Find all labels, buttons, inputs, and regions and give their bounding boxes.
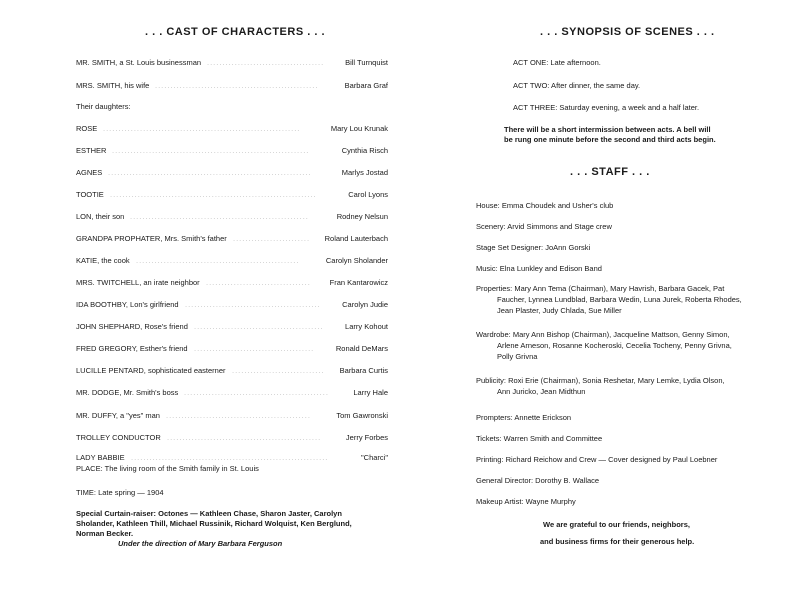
cast-row: [76, 211, 388, 223]
cast-row: [76, 167, 388, 179]
cast-role: KATIE, the cook: [76, 256, 130, 265]
direction-credit: Under the direction of Mary Barbara Ferguson: [118, 539, 283, 548]
cast-role: ROSE: [76, 124, 98, 133]
staff-entry: Prompters: Annette Erickson: [476, 413, 572, 422]
cast-row: [76, 321, 388, 333]
leader-dots: ..................................: [206, 278, 311, 287]
staff-entry: Wardrobe: Mary Ann Bishop (Chairman), Jacqueline Mattson, Genny Simon,: [476, 330, 730, 339]
leader-dots: ......................................: [207, 58, 325, 67]
synopsis-heading: . . . SYNOPSIS OF SCENES . . .: [540, 26, 715, 38]
leader-dots: ..................................................................: [108, 168, 312, 177]
cast-role: Their daughters:: [76, 102, 131, 111]
leader-dots: ..........................................: [194, 322, 324, 331]
cast-role: GRANDPA PROPHATER, Mrs. Smith's father: [76, 234, 227, 243]
cast-role: AGNES: [76, 168, 103, 177]
act-one: ACT ONE: Late afternoon.: [513, 58, 601, 67]
staff-entry-continued: Ann Juricko, Jean Midthun: [497, 387, 586, 396]
time-line: TIME: Late spring — 1904: [76, 488, 164, 497]
leader-dots: ...............................................: [184, 388, 329, 397]
leader-dots: ..............................: [232, 366, 325, 375]
cast-actor: Ronald DeMars: [335, 344, 388, 353]
staff-entry: Stage Set Designer: JoAnn Gorski: [476, 243, 591, 252]
cast-actor: Carolyn Judie: [342, 300, 388, 309]
thanks-line-1: We are grateful to our friends, neighbors,: [543, 520, 690, 529]
cast-actor: Barbara Graf: [344, 81, 388, 90]
special-line-2: Sholander, Kathleen Thill, Michael Russinik, Richard Wolquist, Ken Berglund,: [76, 519, 352, 528]
staff-heading: . . . STAFF . . .: [570, 166, 650, 178]
cast-row: [76, 432, 388, 444]
staff-entry-continued: Arlene Arneson, Rosanne Kocheroski, Cecelia Tocheny, Penny Grivna,: [497, 341, 732, 350]
cast-role: MR. DODGE, Mr. Smith's boss: [76, 388, 179, 397]
cast-actor: Tom Gawronski: [336, 411, 388, 420]
cast-row: [76, 410, 388, 422]
cast-row: [76, 145, 388, 157]
cast-row: [76, 233, 388, 245]
cast-role: TROLLEY CONDUCTOR: [76, 433, 161, 442]
leader-dots: ...................................................................: [110, 190, 317, 199]
cast-role: MRS. SMITH, his wife: [76, 81, 150, 90]
cast-row: [76, 299, 388, 311]
leader-dots: .....................................................: [136, 256, 300, 265]
cast-role: MRS. TWITCHELL, an irate neighbor: [76, 278, 200, 287]
cast-row: [76, 80, 388, 92]
cast-row: [76, 365, 388, 377]
leader-dots: .........................: [233, 234, 311, 243]
staff-entry-continued: Polly Grivna: [497, 352, 538, 361]
cast-actor: Barbara Curtis: [339, 366, 388, 375]
staff-entry: Printing: Richard Reichow and Crew — Cover designed by Paul Loebner: [476, 455, 718, 464]
staff-entry-continued: Faucher, Lynnea Lundblad, Barbara Wedin, Luna Jurek, Roberta Rhodes,: [497, 295, 742, 304]
staff-entry: Music: Elna Lunkley and Edison Band: [476, 264, 602, 273]
cast-actor: Rodney Nelsun: [336, 212, 388, 221]
leader-dots: ..........................................................: [130, 212, 309, 221]
staff-entry: Makeup Artist: Wayne Murphy: [476, 497, 576, 506]
cast-row: [76, 189, 388, 201]
leader-dots: .......................................: [194, 344, 315, 353]
cast-heading: . . . CAST OF CHARACTERS . . .: [145, 26, 326, 38]
leader-dots: ..................................................: [167, 433, 322, 442]
staff-entry: Scenery: Arvid Simmons and Stage crew: [476, 222, 612, 231]
cast-actor: Roland Lauterbach: [324, 234, 388, 243]
act-three: ACT THREE: Saturday evening, a week and a half later.: [513, 103, 700, 112]
synopsis-staff-page: [400, 0, 800, 598]
staff-entry: House: Emma Choudek and Usher's club: [476, 201, 614, 210]
cast-actor: Mary Lou Krunak: [330, 124, 388, 133]
staff-entry: Properties: Mary Ann Tema (Chairman), Mary Havrish, Barbara Gacek, Pat: [476, 284, 725, 293]
staff-entry: Publicity: Roxi Erie (Chairman), Sonia Reshetar, Mary Lemke, Lydia Olson,: [476, 376, 725, 385]
special-line-3: Norman Becker.: [76, 529, 134, 538]
cast-role: IDA BOOTHBY, Lon's girlfriend: [76, 300, 179, 309]
cast-actor: Carolyn Sholander: [325, 256, 388, 265]
cast-actor: "Charci": [361, 453, 388, 462]
place-line: PLACE: The living room of the Smith family in St. Louis: [76, 464, 259, 473]
cast-actor: Marlys Jostad: [341, 168, 388, 177]
cast-row: [76, 101, 388, 113]
cast-row: [76, 123, 388, 135]
cast-role: LUCILLE PENTARD, sophisticated easterner: [76, 366, 226, 375]
leader-dots: ...............................................: [166, 411, 311, 420]
special-line-1: Special Curtain-raiser: Octones — Kathleen Chase, Sharon Jaster, Carolyn: [76, 509, 342, 518]
leader-dots: ............................................: [185, 300, 321, 309]
cast-role: ESTHER: [76, 146, 107, 155]
staff-entry: Tickets: Warren Smith and Committee: [476, 434, 603, 443]
cast-role: TOOTIE: [76, 190, 104, 199]
leader-dots: ................................................................: [131, 453, 329, 462]
cast-actor: Jerry Forbes: [345, 433, 388, 442]
act-two: ACT TWO: After dinner, the same day.: [513, 81, 641, 90]
cast-row: [76, 387, 388, 399]
cast-role: FRED GREGORY, Esther's friend: [76, 344, 188, 353]
cast-role: LON, their son: [76, 212, 125, 221]
cast-actor: Cynthia Risch: [341, 146, 388, 155]
cast-role: MR. SMITH, a St. Louis businessman: [76, 58, 202, 67]
cast-row: [76, 57, 388, 69]
leader-dots: ................................................................: [103, 124, 301, 133]
cast-actor: Fran Kantarowicz: [329, 278, 388, 287]
cast-row: [76, 255, 388, 267]
cast-actor: Bill Turnquist: [345, 58, 388, 67]
cast-role: JOHN SHEPHARD, Rose's friend: [76, 322, 188, 331]
cast-actor: Larry Hale: [353, 388, 388, 397]
cast-row: [76, 277, 388, 289]
intermission-note-2: be rung one minute before the second and third acts begin.: [504, 135, 716, 144]
cast-row: [76, 343, 388, 355]
staff-entry: General Director: Dorothy B. Wallace: [476, 476, 600, 485]
leader-dots: .....................................................: [155, 81, 319, 90]
cast-role: LADY BABBIE: [76, 453, 125, 462]
cast-role: MR. DUFFY, a "yes" man: [76, 411, 160, 420]
cast-actor: Carol Lyons: [348, 190, 388, 199]
staff-entry-continued: Jean Plaster, Judy Chlada, Sue Miller: [497, 306, 622, 315]
leader-dots: ................................................................: [112, 146, 310, 155]
cast-actor: Larry Kohout: [345, 322, 388, 331]
thanks-line-2: and business firms for their generous help.: [540, 537, 695, 546]
intermission-note-1: There will be a short intermission between acts. A bell will: [504, 125, 711, 134]
